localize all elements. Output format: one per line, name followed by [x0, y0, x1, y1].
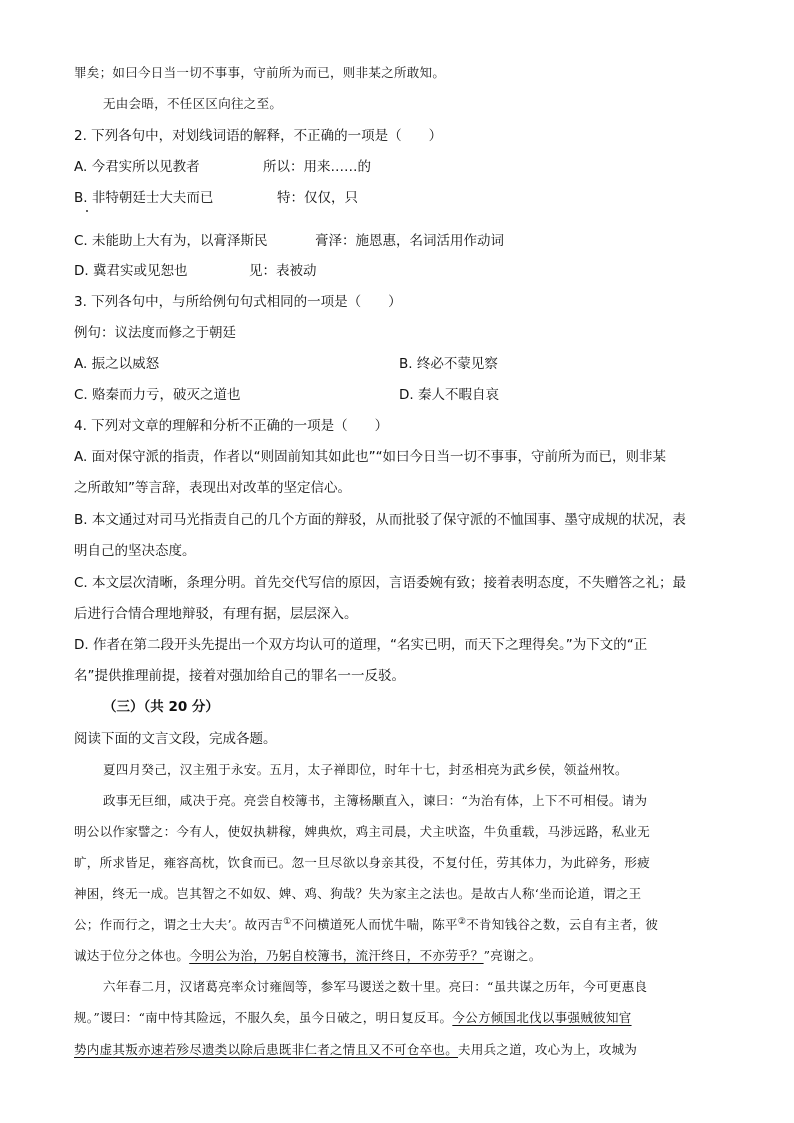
passage-paragraph-1: 夏四月癸己，汉主殂于永安。五月，太子禅即位，时年十七，封丞相亮为武乡侯，领益州牧。	[103, 762, 628, 777]
option-a-text: A. 今君实所以见教者	[74, 159, 200, 175]
passage-line-1: 罪矣；如曰今日当一切不事事，守前所为而已，则非某之所敢知。	[74, 65, 446, 80]
text-run: 公；作而行之，谓之士大夫’。故丙吉	[74, 917, 284, 932]
question-4-option-a-line-1: A. 面对保守派的指责，作者以“则固前知其如此也”“如曰今日当一切不事事，守前所为而已，则非某	[74, 449, 667, 465]
text-run: ”亮谢之。	[483, 948, 542, 963]
passage-paragraph-2-line-6	[74, 946, 724, 966]
text-run: 夫用兵之道，攻心为上，攻城为	[458, 1042, 638, 1057]
question-4-stem: 4. 下列对文章的理解和分析不正确的一项是（ ）	[74, 418, 389, 434]
text-run: 不问横道死人而忧牛喘，陈平	[291, 917, 458, 932]
passage-paragraph-2-line-3: 旷，所求皆足，雍容高枕，饮食而已。忽一旦尽欲以身亲其役，不复付任，劳其体力，为此碎务，形疲	[74, 855, 651, 870]
passage-paragraph-3-line-1: 六年春二月，汉诸葛亮率众讨雍闿等，参军马谡送之数十里。亮曰：“虽共谋之历年，今可更惠良	[103, 979, 648, 994]
emphasis-dot	[86, 210, 88, 212]
footnote-marker: ②	[457, 916, 467, 927]
option-a-text: A. 振之以威怒	[74, 356, 160, 372]
passage-paragraph-3-line-3	[74, 1040, 724, 1060]
text-run: 政事无巨细，咸决于亮。亮尝自校簿书，主簿杨颙直入，谏曰：“为治有体，	[103, 793, 533, 808]
option-b-gloss: 特：仅仅，只	[277, 190, 358, 206]
option-a-gloss: 所以：用来……的	[263, 159, 371, 175]
question-4-option-d-line-2: 名”提供推理前提，接着对强加给自己的罪名一一反驳。	[74, 668, 405, 684]
passage-paragraph-2-line-4: 神困，终无一成。岂其智之不如奴、婢、鸡、狗哉？失为家主之法也。是故古人称‘坐而论道，谓之王	[74, 886, 642, 901]
question-2-option-a	[74, 157, 724, 177]
question-3-example: 例句：议法度而修之于朝廷	[74, 325, 236, 341]
section-heading: （三）（共 20 分）	[103, 699, 219, 715]
option-d-text: D. 秦人不暇自哀	[399, 387, 499, 403]
text-run: 请为	[621, 793, 648, 808]
question-3-row-2	[74, 385, 724, 405]
text-run: 诚达于位分之体也。	[74, 948, 190, 963]
question-4-option-a-line-2: 之所敢知”等言辞，表现出对改革的坚定信心。	[74, 480, 351, 496]
passage-paragraph-2-line-5	[74, 915, 724, 935]
question-4-option-b-line-2: 明自己的坚决态度。	[74, 543, 196, 559]
text-run: 上下不可相侵。	[532, 793, 622, 808]
underlined-sentence: 势内虚其叛亦速若殄尽遗类以除后患既非仁者之情且又不可仓卒也。	[74, 1042, 459, 1057]
question-2-stem: 2. 下列各句中，对划线词语的解释，不正确的一项是（ ）	[74, 128, 443, 144]
option-b-text: B. 非特朝廷士大夫而已	[74, 190, 214, 206]
reading-instruction: 阅读下面的文言文段，完成各题。	[74, 731, 277, 747]
option-d-text: D. 冀君实或见恕也	[74, 263, 188, 279]
underlined-sentence: 今公方倾国北伐以事强贼彼知官	[452, 1010, 632, 1025]
underlined-sentence: 今明公为治，乃躬自校簿书，流汗终日，不亦劳乎？	[189, 948, 484, 963]
question-4-option-c-line-1: C. 本文层次清晰，条理分明。首先交代写信的原因，言语委婉有致；接着表明态度，不失赠答之礼；最	[74, 575, 687, 591]
option-c-text: C. 赂秦而力亏，破灭之道也	[74, 387, 241, 403]
question-4-option-d-line-1: D. 作者在第二段开头先提出一个双方均认可的道理，“名实已明，而天下之理得矣。”为下文的“正	[74, 637, 648, 653]
question-3-row-1	[74, 354, 724, 374]
option-d-gloss: 见：表被动	[249, 263, 317, 279]
question-2-option-b	[74, 188, 724, 208]
text-run: 规。”谡曰：“南中恃其险远，不服久矣，虽今日破之，明日复反耳。	[74, 1010, 453, 1025]
footnote-marker: ①	[283, 916, 292, 927]
question-2-option-c	[74, 231, 724, 251]
question-4-option-c-line-2: 后进行合情合理地辩驳，有理有据，层层深入。	[74, 606, 358, 622]
option-b-text: B. 终必不蒙见察	[399, 356, 498, 372]
option-c-text: C. 未能助上大有为，以膏泽斯民	[74, 233, 268, 249]
passage-line-2: 无由会晤，不任区区向往之至。	[103, 96, 283, 111]
question-3-stem: 3. 下列各句中，与所给例句句式相同的一项是（ ）	[74, 294, 402, 310]
question-4-option-b-line-1: B. 本文通过对司马光指责自己的几个方面的辩驳，从而批驳了保守派的不恤国事、墨守成规的状况，表	[74, 512, 686, 528]
passage-paragraph-2-line-2: 明公以作家譬之：今有人，使奴执耕稼，婢典炊，鸡主司晨，犬主吠盗，牛负重载，马涉远路，私业无	[74, 824, 651, 839]
passage-paragraph-2-line-1	[103, 791, 724, 811]
option-c-gloss: 膏泽：施恩惠，名词活用作动词	[315, 233, 504, 249]
question-2-option-d	[74, 261, 724, 281]
passage-paragraph-3-line-2	[74, 1008, 724, 1028]
text-run: 不肯知钱谷之数，云自有主者，彼	[466, 917, 659, 932]
